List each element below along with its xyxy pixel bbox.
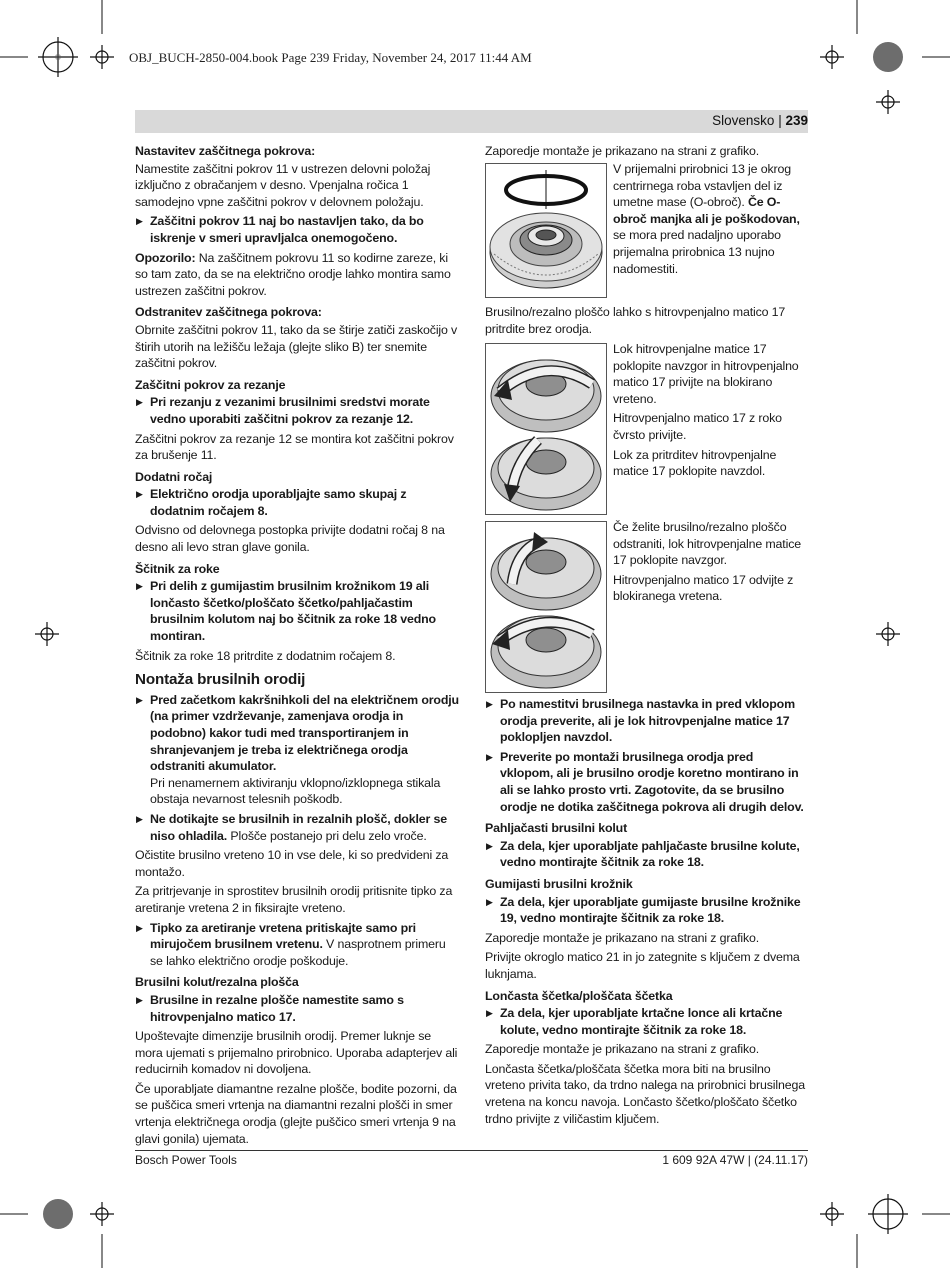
bullet-check-lever: ▶ Po namestitvi brusilnega nastavka in pred vklopom orodja preverite, ali je lok hitrovpenjalne matice 17 poklopljen navzdol. xyxy=(485,696,808,746)
paragraph-spindle-lock: Za pritrjevanje in sprostitev brusilnih orodij pritisnite tipko za aretiranje vretena 2 in fiksirajte vreteno. xyxy=(135,884,453,915)
header-bar xyxy=(135,110,808,133)
o-ring-flange-illustration xyxy=(486,164,606,297)
caption-3-step-2: Hitrovpenjalno matico 17 odvijte z blokiranega vretena. xyxy=(613,572,794,604)
figure-3-caption xyxy=(613,519,809,608)
right-intro xyxy=(485,143,808,163)
right-column-lower xyxy=(485,696,808,1130)
footer-doc-number: 1 609 92A 47W | (24.11.17) xyxy=(662,1153,808,1167)
paragraph-remove-guard: Obrnite zaščitni pokrov 11, tako da se štirje zatiči zaskočijo v štirih utorih na ležišču ležaja (glejte sliko B) ter snemite zaščitni pokrov. xyxy=(135,322,458,371)
figure-1-caption: V prijemalni prirobnici 13 je okrog centrirnega roba vstavljen del iz umetne mase (O-obroč). Če O-obroč manjka ali je poškodovan, se mora pred nadaljno uporabo prijemalna prirobnica 13 nujno nadomestiti. xyxy=(613,162,800,276)
heading-rubber-pad: Gumijasti brusilni krožnik xyxy=(485,876,633,891)
heading-aux-handle: Dodatni ročaj xyxy=(135,469,213,484)
heading-remove-guard: Odstranitev zaščitnega pokrova: xyxy=(135,305,322,320)
right-quick-nut-intro xyxy=(485,304,808,340)
caption-2-step-1: Lok hitrovpenjalne matice 17 poklopite navzgor in hitrovpenjalno matico 17 privijte na blokirano vreteno. xyxy=(613,342,799,406)
caption-3-step-1: Če želite brusilno/rezalno ploščo odstraniti, lok hitrovpenjalne matice 17 poklopite navzgor. xyxy=(613,520,801,568)
paragraph-clean-spindle: Očistite brusilno vreteno 10 in vse dele, ki so predvideni za montažo. xyxy=(135,848,449,879)
header-language: Slovensko xyxy=(712,113,775,128)
tighten-quick-nut-illustration xyxy=(486,344,606,514)
bullet-cutting-guard: ▶ Pri rezanju z vezanimi brusilnimi sredstvi morate vedno uporabiti zaščitni pokrov za rezanje 12. xyxy=(135,394,459,427)
paragraph-quick-nut: Brusilno/rezalno ploščo lahko s hitrovpenjalno matico 17 pritrdite brez orodja. xyxy=(485,305,786,336)
caption-2-step-2: Hitrovpenjalno matico 17 z roko čvrsto privijte. xyxy=(613,411,782,442)
heading-cutting-guard: Zaščitni pokrov za rezanje xyxy=(135,377,286,392)
bullet-spindle-lock: ▶ Tipko za aretiranje vretena pritiskajte samo pri mirujočem brusilnem vretenu. V nasprotnem primeru se lahko električno orodje poškoduje. xyxy=(135,920,459,970)
paragraph-rubber-seq: Zaporedje montaže je prikazano na strani z grafiko. xyxy=(485,930,760,945)
figure-2-caption xyxy=(613,341,809,483)
bullet-hot-discs: ▶ Ne dotikajte se brusilnih in rezalnih plošč, dokler se niso ohladila. Plošče postanejo pri delu zelo vroče. xyxy=(135,811,459,844)
paragraph-cutting-guard: Zaščitni pokrov za rezanje 12 se montira kot zaščitni pokrov za brušenje 11. xyxy=(135,431,454,463)
figure-o-ring-flange xyxy=(485,163,607,298)
paragraph-round-nut: Privijte okroglo matico 21 in jo zategnite s ključem z dvema luknjama. xyxy=(485,950,800,981)
page-number: 239 xyxy=(785,113,808,128)
bullet-remove-battery: ▶ Pred začetkom kakršnihkoli del na električnem orodju (na primer vzdrževanje, zamenjava orodja in podobno) kakor tudi med transportiranjem in shranjevanjem je treba iz električnega orodja odstraniti akumulator. Pri nenamernem aktiviranju vklopno/izklopnega stikala obstaja nevarnost telesnih poškodb. xyxy=(135,692,459,808)
bullet-check-rotation: ▶ Preverite po montaži brusilnega orodja pred vklopom, ali je brusilno orodje koretno montirano in ali se lahko prosto vrti. Zagotovite, da se brusilno orodje ne dotika zaščitnega pokrova ali drugih delov. xyxy=(485,749,808,815)
note-paragraph: Opozorilo: Na zaščitnem pokrovu 11 so kodirne zareze, ki so tam zato, da se na električno orodje lahko montira samo ustrezen zaščitni pokrov. xyxy=(135,250,451,298)
footer-rule xyxy=(135,1150,808,1151)
paragraph-brush-mount: Lončasta ščetka/ploščata ščetka mora biti na brusilno vreteno privita tako, da trdno nalega na prirobnici brusilnega vretena na koncu navoja. Lončasto ščetko/ploščato ščetko trdno privijte z viličastim ključem. xyxy=(485,1061,805,1126)
figure-tighten-quick-nut xyxy=(485,343,607,515)
bullet-wire-brush: ▶ Za dela, kjer uporabljate krtačne lonce ali krtačne kolute, vedno montirajte ščitnik za roke 18. xyxy=(485,1005,808,1038)
bullet-hand-guard: ▶ Pri delih z gumijastim brusilnim krožnikom 19 ali lončasto ščetko/ploščato ščetko/pahljačastim brusilnim kolutom naj bo ščitnik za roke 18 vedno montiran. xyxy=(135,578,459,644)
paragraph-hand-guard: Ščitnik za roke 18 pritrdite z dodatnim ročajem 8. xyxy=(135,648,396,663)
caption-2-step-3: Lok za pritrditev hitrovpenjalne matice 17 poklopite navzdol. xyxy=(613,447,777,479)
bullet-aux-handle: ▶ Električno orodja uporabljajte samo skupaj z dodatnim ročajem 8. xyxy=(135,486,459,519)
paragraph-aux-handle: Odvisno od delovnega postopka privijte dodatni ročaj 8 na desno ali levo stran glave gonila. xyxy=(135,523,445,555)
bullet-rubber-pad: ▶ Za dela, kjer uporabljate gumijaste brusilne krožnike 19, vedno montirajte ščitnik za roke 18. xyxy=(485,894,808,927)
heading-wire-brush: Lončasta ščetka/ploščata ščetka xyxy=(485,988,673,1003)
loosen-quick-nut-illustration xyxy=(486,522,606,692)
paragraph-diamond-discs: Če uporabljate diamantne rezalne plošče, bodite pozorni, da se puščica smeri vrtenja na diamantni rezalni plošči in smer vrtenja električnega orodja (glejte puščico smeri vrtenja 9 na glavi gonila) ujemata. xyxy=(135,1081,457,1146)
paragraph-adjust-guard: Namestite zaščitni pokrov 11 v ustrezen delovni položaj izključno z obračanjem v desno. Vpenjalna ročica 1 samodejno vpne zaščitni pokrov v delovnem položaju. xyxy=(135,161,431,209)
heading-grinding-disc: Brusilni kolut/rezalna plošča xyxy=(135,975,299,990)
paragraph-brush-seq: Zaporedje montaže je prikazano na strani z grafiko. xyxy=(485,1042,760,1057)
footer-brand: Bosch Power Tools xyxy=(135,1153,237,1167)
print-slug: OBJ_BUCH-2850-004.book Page 239 Friday, November 24, 2017 11:44 AM xyxy=(129,50,532,65)
figure-loosen-quick-nut xyxy=(485,521,607,693)
paragraph-dimensions: Upoštevajte dimenzije brusilnih orodij. Premer luknje se mora ujemati s prijemalno prirobnico. Uporaba adapterjev ali reducirnih komadov ni dovoljena. xyxy=(135,1029,458,1077)
heading-adjust-guard: Nastavitev zaščitnega pokrova: xyxy=(135,144,316,158)
bullet-quick-nut: ▶ Brusilne in rezalne plošče namestite samo s hitrovpenjalno matico 17. xyxy=(135,992,459,1025)
paragraph-sequence-1: Zaporedje montaže je prikazano na strani z grafiko. xyxy=(485,144,760,158)
left-column xyxy=(135,143,459,1150)
heading-hand-guard: Ščitnik za roke xyxy=(135,561,220,576)
heading-flap-disc: Pahljačasti brusilni kolut xyxy=(485,821,628,836)
section-title-mounting: Nontaža brusilnih orodij xyxy=(135,671,306,689)
bullet-flap-disc: ▶ Za dela, kjer uporabljate pahljačaste brusilne kolute, vedno montirajte ščitnik za roke 18. xyxy=(485,838,808,871)
bullet-adjust-guard: ▶ Zaščitni pokrov 11 naj bo nastavljen tako, da bo iskrenje v smeri upravljalca onemogočeno. xyxy=(135,213,459,246)
running-header: Slovensko | 239 xyxy=(712,113,808,128)
